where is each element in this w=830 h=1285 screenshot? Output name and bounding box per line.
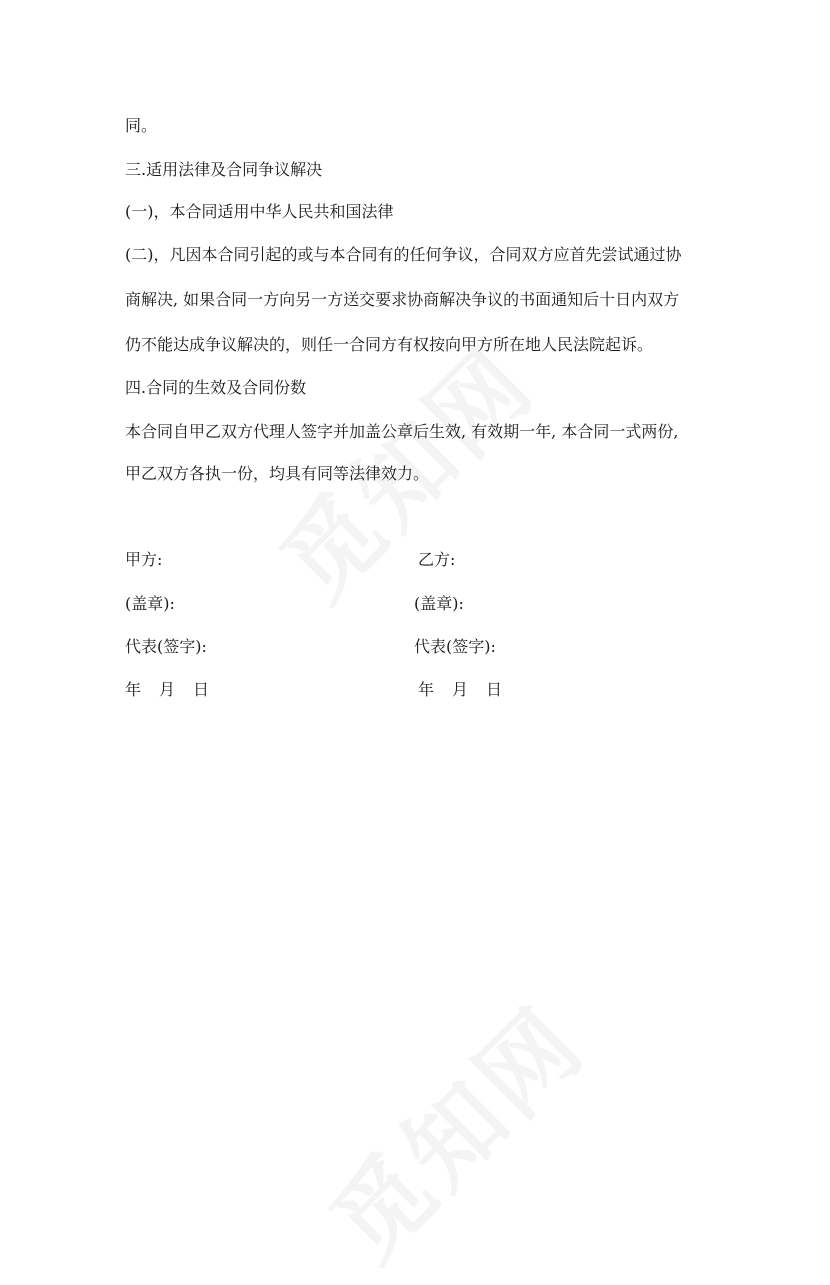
section-heading: 四.合同的生效及合同份数 [125, 378, 307, 397]
party-a-seal: (盖章): [125, 594, 175, 613]
date-month: 月 [159, 680, 176, 699]
paragraph-line: 本合同自甲乙双方代理人签字并加盖公章后生效, 有效期一年, 本合同一式两份, [125, 422, 679, 441]
party-a-label: 甲方: [125, 550, 163, 569]
clause-line: 仍不能达成争议解决的，则任一合同方有权按向甲方所在地人民法院起诉。 [125, 335, 654, 354]
party-a-rep: 代表(签字): [125, 637, 207, 656]
date-day: 日 [486, 680, 503, 699]
date-month: 月 [452, 680, 469, 699]
clause-line: (一)，本合同适用中华人民共和国法律 [125, 202, 394, 221]
clause-line: 商解决, 如果合同一方向另一方送交要求协商解决争议的书面通知后十日内双方 [125, 290, 680, 309]
paragraph-line: 同。 [125, 116, 158, 135]
party-b-label: 乙方: [418, 550, 456, 569]
date-day: 日 [193, 680, 210, 699]
section-heading: 三.适用法律及合同争议解决 [125, 160, 323, 179]
paragraph-line: 甲乙双方各执一份，均具有同等法律效力。 [125, 464, 430, 483]
clause-line: (二)，凡因本合同引起的或与本合同有的任何争议，合同双方应首先尝试通过协 [125, 245, 682, 264]
date-year: 年 [125, 680, 142, 699]
date-year: 年 [418, 680, 435, 699]
party-a-date [125, 680, 209, 700]
party-b-date [418, 680, 502, 700]
party-b-rep: 代表(签字): [414, 637, 496, 656]
watermark [296, 972, 609, 1285]
party-b-seal: (盖章): [414, 594, 464, 613]
